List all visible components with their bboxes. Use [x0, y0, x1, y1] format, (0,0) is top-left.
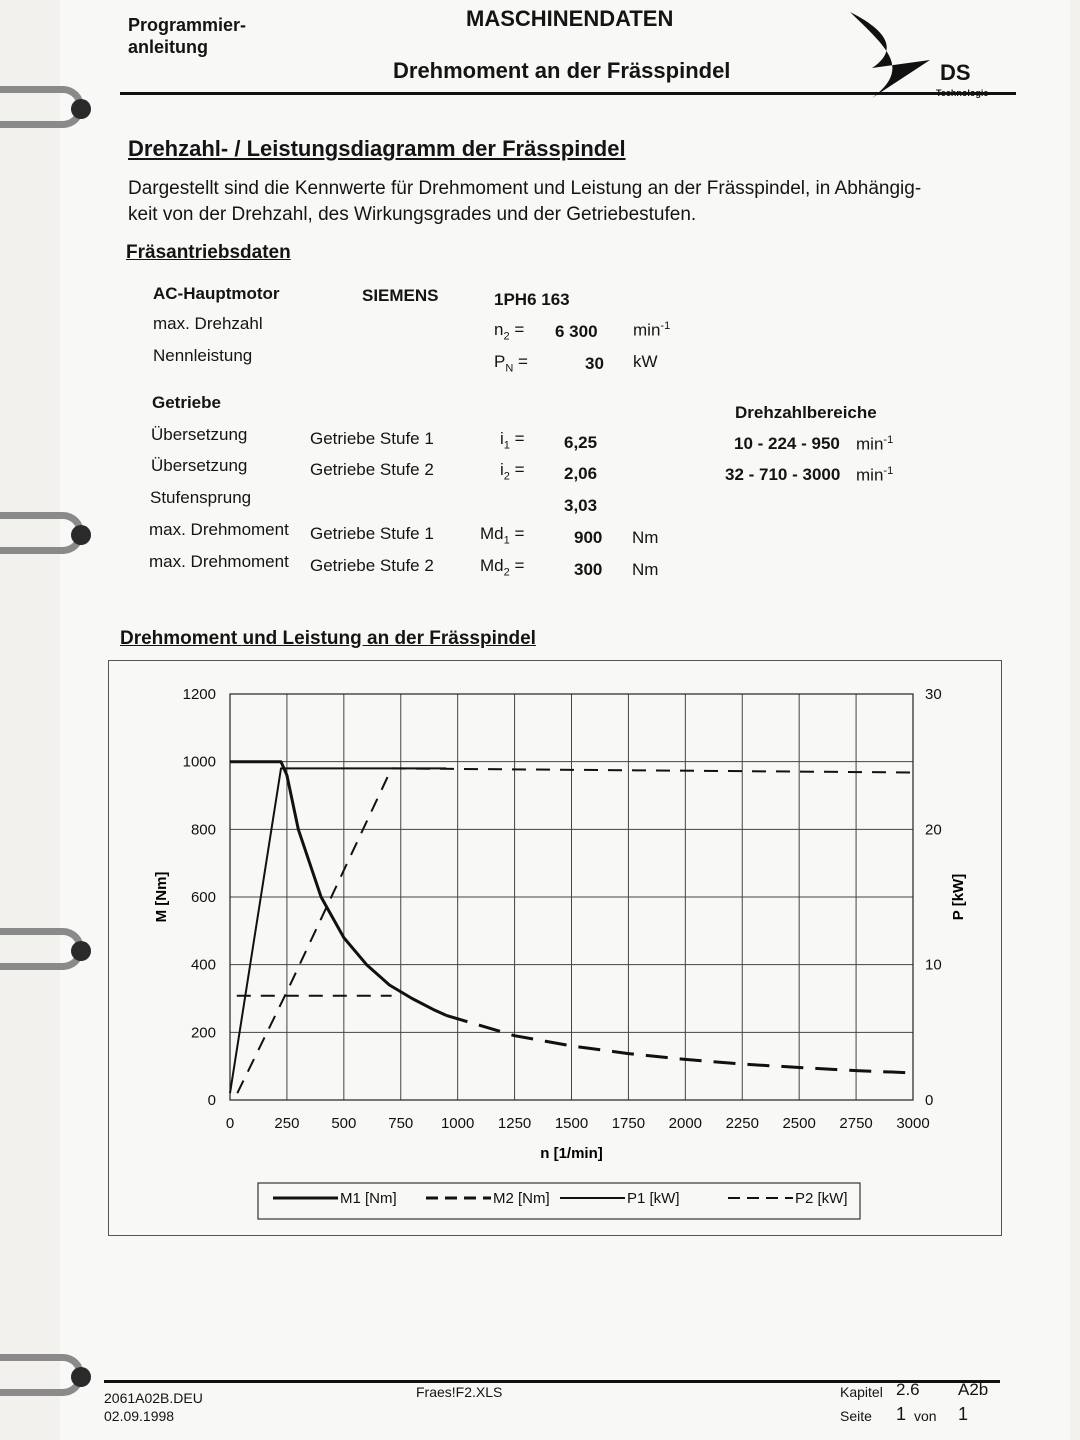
gear-row-unit: Nm — [632, 528, 659, 547]
gear-row-label: Übersetzung — [151, 425, 248, 444]
x-tick-label: 1500 — [554, 1115, 589, 1132]
legend-label: M1 [Nm] — [340, 1190, 397, 1207]
gear-row-value: 6,25 — [564, 433, 598, 452]
torque-power-chart — [108, 660, 1002, 1236]
gear-row-range: 32 - 710 - 3000 — [725, 465, 841, 484]
drive-row-symbol: $n_2$ = — [494, 320, 525, 343]
gear-row-symbol: $Md_1$ = — [480, 524, 525, 547]
footer-seite-value: 1 — [896, 1404, 907, 1424]
gear-row-label: Übersetzung — [151, 456, 248, 475]
gear-row-range-unit: $\min^{-1}$ — [856, 434, 894, 454]
footer-divider — [104, 1380, 1000, 1383]
motor-maker: SIEMENS — [362, 286, 439, 305]
y2-tick-label: 0 — [925, 1092, 934, 1109]
y-tick-label: 1200 — [182, 686, 216, 703]
footer-file: Fraes!F2.XLS — [416, 1384, 503, 1400]
legend-label: M2 [Nm] — [493, 1190, 550, 1207]
intro-paragraph — [128, 176, 1028, 228]
logo-swoosh-icon — [842, 8, 932, 100]
drive-row-value: 6 300 — [555, 322, 598, 341]
header-left-line1: Programmier- — [128, 15, 247, 35]
drive-row-symbol: $P_N$ = — [494, 352, 528, 375]
footer-kapitel-label: Kapitel — [840, 1384, 883, 1400]
chart-grid — [230, 694, 913, 1100]
y-tick-label: 400 — [190, 956, 216, 974]
chart-legend — [258, 1183, 860, 1219]
footer-doc-id: 2061A02B.DEU — [104, 1390, 203, 1406]
page-title: MASCHINENDATEN — [466, 6, 674, 31]
y2-tick-label: 20 — [925, 821, 942, 839]
x-tick-label: 750 — [388, 1115, 414, 1132]
motor-label: AC-Hauptmotor — [153, 284, 280, 303]
gear-row-symbol: $Md_2$ = — [480, 556, 525, 579]
gear-row-label: max. Drehmoment — [149, 520, 289, 539]
footer-kapitel-value: 2.6 — [896, 1380, 920, 1399]
gear-row-symbol: $i_1$ = — [500, 429, 525, 452]
gear-row-value: 900 — [574, 528, 603, 547]
binder-ring-3 — [0, 928, 84, 970]
x-tick-label: 2000 — [668, 1115, 703, 1132]
binder-ring-2 — [0, 512, 84, 554]
motor-type: 1PH6 163 — [494, 290, 570, 309]
drive-row-label: max. Drehzahl — [153, 314, 263, 333]
header-divider — [120, 92, 1016, 95]
gear-row-value: 2,06 — [564, 464, 598, 483]
y-tick-label: 0 — [207, 1092, 216, 1109]
x-tick-label: 2500 — [782, 1115, 816, 1132]
gear-heading: Getriebe — [152, 393, 221, 412]
x-tick-label: 0 — [225, 1115, 235, 1132]
y-tick-label: 1000 — [182, 753, 216, 771]
y-tick-label: 600 — [190, 889, 216, 906]
x-tick-label: 500 — [331, 1115, 357, 1132]
gear-row-range: 10 - 224 - 950 — [734, 434, 840, 453]
y2-axis-label: P [kW] — [950, 873, 967, 921]
gear-row-symbol: $i_2$ = — [500, 460, 525, 483]
x-tick-label: 3000 — [896, 1115, 930, 1132]
header-left — [128, 14, 246, 58]
legend-label: P1 [kW] — [627, 1190, 680, 1207]
drive-row-unit: $\min^{-1}$ — [633, 320, 671, 340]
y2-tick-label: 30 — [925, 686, 942, 703]
gear-row-stage: Getriebe Stufe 2 — [310, 460, 434, 479]
logo-text: DS — [940, 60, 971, 85]
gear-row-value: 3,03 — [564, 496, 598, 515]
x-tick-label: 2750 — [839, 1115, 873, 1132]
gear-row-range-unit: $\min^{-1}$ — [856, 465, 894, 485]
drive-row-value: 30 — [585, 354, 604, 373]
range-heading: Drehzahlbereiche — [735, 403, 877, 422]
y-tick-label: 200 — [190, 1024, 216, 1042]
intro-line-1: Dargestellt sind die Kennwerte für Drehmoment und Leistung an der Frässpindel, in Abhängig- — [128, 178, 922, 199]
gear-row-label: max. Drehmoment — [149, 552, 289, 571]
x-axis-label: n [1/min] — [540, 1145, 603, 1162]
footer-seite-label: Seite — [840, 1408, 872, 1424]
y-axis-label: M [Nm] — [153, 871, 170, 923]
gear-row-unit: Nm — [632, 560, 659, 579]
drive-row-unit: kW — [633, 352, 658, 371]
gear-row-value: 300 — [574, 560, 603, 579]
section-heading: Drehzahl- / Leistungsdiagramm der Frässpindel — [128, 136, 626, 161]
gear-row-label: Stufensprung — [150, 488, 252, 507]
page-subtitle: Drehmoment an der Frässpindel — [393, 58, 731, 83]
x-tick-label: 250 — [274, 1115, 300, 1132]
series-line-3 — [230, 768, 446, 1093]
gear-row-stage: Getriebe Stufe 1 — [310, 429, 434, 448]
header-left-line2: anleitung — [128, 37, 208, 57]
drive-data-heading: Fräsantriebsdaten — [126, 242, 291, 263]
footer-date: 02.09.1998 — [104, 1408, 175, 1424]
binder-ring-4 — [0, 1354, 84, 1396]
x-tick-label: 1750 — [611, 1115, 646, 1132]
intro-line-2: keit von der Drehzahl, des Wirkungsgrades und der Getriebestufen. — [128, 204, 697, 225]
footer-von-value: 1 — [958, 1404, 969, 1424]
gear-row-stage: Getriebe Stufe 2 — [310, 556, 434, 575]
gear-row-stage: Getriebe Stufe 1 — [310, 524, 434, 543]
binder-ring-1 — [0, 86, 84, 128]
series-line-2 — [446, 1015, 913, 1073]
x-tick-label: 1250 — [497, 1115, 532, 1132]
x-tick-label: 1000 — [440, 1115, 475, 1132]
chart-heading: Drehmoment und Leistung an der Frässpindel — [120, 628, 536, 649]
legend-label: P2 [kW] — [795, 1190, 848, 1207]
footer-kapitel-code: A2b — [958, 1380, 989, 1399]
y2-tick-label: 10 — [925, 956, 942, 974]
drive-row-label: Nennleistung — [153, 346, 253, 365]
x-tick-label: 2250 — [725, 1115, 759, 1132]
y-tick-label: 800 — [190, 821, 216, 839]
footer-von-label: von — [914, 1408, 937, 1424]
